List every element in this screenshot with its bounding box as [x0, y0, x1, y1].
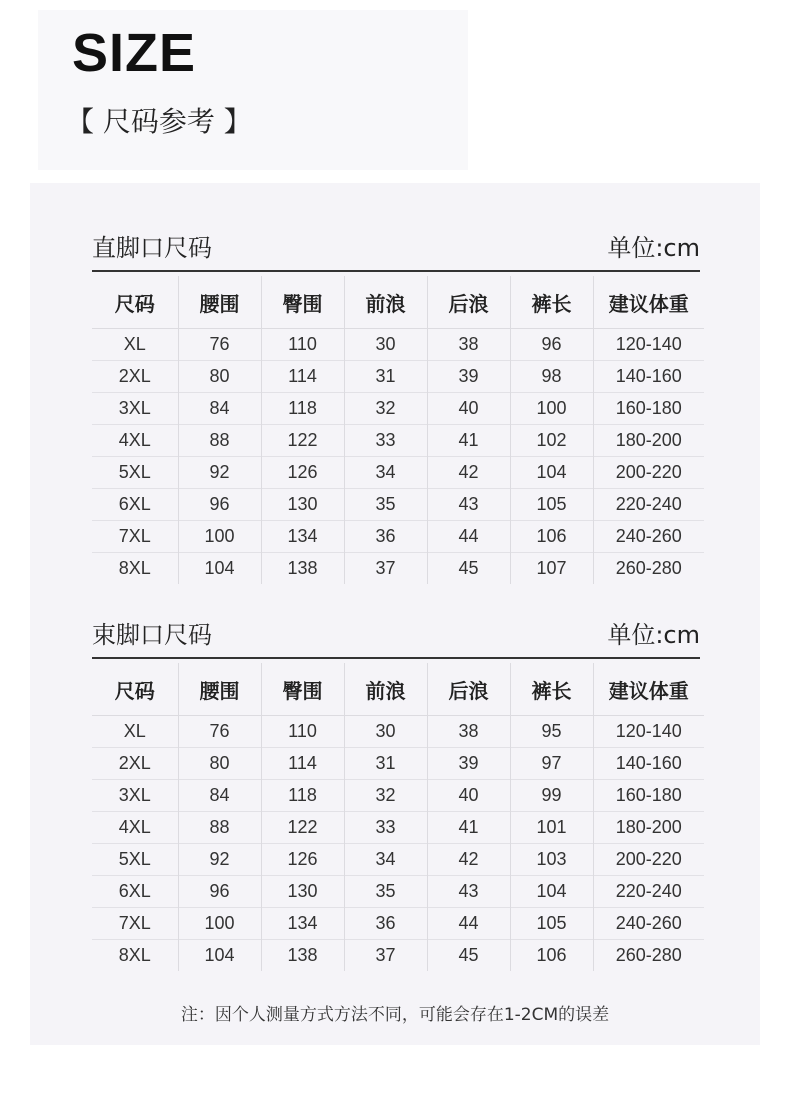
table-cell: 98: [510, 361, 593, 393]
table-cell: 43: [427, 876, 510, 908]
table-cell: 101: [510, 812, 593, 844]
table-cell: 44: [427, 908, 510, 940]
table-cell: 120-140: [593, 329, 704, 361]
table-cell: 33: [344, 812, 427, 844]
size-table: [92, 276, 704, 584]
table-cell: 80: [178, 361, 261, 393]
table-cell: 102: [510, 425, 593, 457]
table-cell: 32: [344, 780, 427, 812]
size-cell: XL: [92, 329, 178, 361]
table-cell: 104: [178, 940, 261, 972]
table-cell: 92: [178, 457, 261, 489]
table-cell: 107: [510, 553, 593, 585]
table-cell: 31: [344, 748, 427, 780]
table-row: [92, 553, 704, 585]
size-cell: 4XL: [92, 425, 178, 457]
column-header: 尺码: [114, 678, 155, 703]
table-cell: 97: [510, 748, 593, 780]
table-cell: 104: [178, 553, 261, 585]
table-cell: 88: [178, 425, 261, 457]
table-cell: 41: [427, 812, 510, 844]
table-cell: 138: [261, 553, 344, 585]
table-row: [92, 748, 704, 780]
table-cell: 126: [261, 457, 344, 489]
table-cell: 100: [178, 908, 261, 940]
table-cell: 84: [178, 393, 261, 425]
column-header: 裤长: [510, 663, 593, 716]
table-cell: 106: [510, 940, 593, 972]
size-cell: 3XL: [92, 393, 178, 425]
size-cell: 6XL: [92, 876, 178, 908]
table-cell: 95: [510, 716, 593, 748]
table-cell: 36: [344, 908, 427, 940]
table-cell: 39: [427, 748, 510, 780]
table-cell: 220-240: [593, 489, 704, 521]
table-cell: 180-200: [593, 812, 704, 844]
table-cell: 42: [427, 457, 510, 489]
table-cell: 37: [344, 553, 427, 585]
table-cell: 122: [261, 812, 344, 844]
table-cell: 38: [427, 716, 510, 748]
column-header: 后浪: [427, 276, 510, 329]
table-cell: 38: [427, 329, 510, 361]
column-header: 裤长: [510, 276, 593, 329]
size-cell: 2XL: [92, 748, 178, 780]
page-title: SIZE: [72, 23, 197, 83]
table-cell: 138: [261, 940, 344, 972]
table-header-row: [92, 663, 704, 716]
table-cell: 110: [261, 329, 344, 361]
table-cell: 104: [510, 876, 593, 908]
table-cell: 105: [510, 489, 593, 521]
section-header: [92, 228, 700, 272]
table-row: [92, 716, 704, 748]
table-row: [92, 780, 704, 812]
table-row: [92, 876, 704, 908]
size-cell: 7XL: [92, 908, 178, 940]
table-cell: 30: [344, 329, 427, 361]
table-cell: 96: [510, 329, 593, 361]
table-cell: 200-220: [593, 457, 704, 489]
size-cell: 3XL: [92, 780, 178, 812]
table-cell: 45: [427, 553, 510, 585]
column-header: 腰围: [178, 663, 261, 716]
section-header: [92, 615, 700, 659]
size-cell: 4XL: [92, 812, 178, 844]
table-row: [92, 844, 704, 876]
table-cell: 200-220: [593, 844, 704, 876]
table-cell: 92: [178, 844, 261, 876]
unit-label: 单位:cm: [607, 234, 700, 262]
table-cell: 40: [427, 780, 510, 812]
column-header: 臀围: [261, 663, 344, 716]
table-cell: 33: [344, 425, 427, 457]
table-cell: 130: [261, 489, 344, 521]
table-cell: 30: [344, 716, 427, 748]
unit-label: 单位:cm: [607, 621, 700, 649]
table-cell: 34: [344, 844, 427, 876]
table-cell: 96: [178, 489, 261, 521]
table-row: [92, 908, 704, 940]
table-row: [92, 457, 704, 489]
column-header: 前浪: [344, 276, 427, 329]
table-cell: 220-240: [593, 876, 704, 908]
table-cell: 260-280: [593, 553, 704, 585]
table-cell: 105: [510, 908, 593, 940]
column-header: 建议体重: [593, 276, 704, 329]
table-cell: 76: [178, 716, 261, 748]
table-row: [92, 940, 704, 972]
table-cell: 104: [510, 457, 593, 489]
table-cell: 126: [261, 844, 344, 876]
column-header: 尺码: [114, 291, 155, 316]
column-header: 臀围: [261, 276, 344, 329]
table-cell: 44: [427, 521, 510, 553]
measurement-note: 注：因个人测量方式方法不同，可能会存在1-2CM的误差: [180, 1005, 610, 1025]
straight-leg-section: [92, 228, 700, 584]
table-cell: 122: [261, 425, 344, 457]
table-cell: 140-160: [593, 361, 704, 393]
table-cell: 100: [510, 393, 593, 425]
table-cell: 34: [344, 457, 427, 489]
size-cell: 7XL: [92, 521, 178, 553]
size-cell: 5XL: [92, 457, 178, 489]
table-cell: 35: [344, 876, 427, 908]
table-cell: 134: [261, 521, 344, 553]
column-header: 后浪: [427, 663, 510, 716]
table-cell: 96: [178, 876, 261, 908]
table-cell: 114: [261, 748, 344, 780]
table-cell: 31: [344, 361, 427, 393]
table-cell: 36: [344, 521, 427, 553]
table-cell: 80: [178, 748, 261, 780]
table-cell: 99: [510, 780, 593, 812]
size-cell: 5XL: [92, 844, 178, 876]
table-cell: 76: [178, 329, 261, 361]
size-cell: 8XL: [92, 940, 178, 972]
table-cell: 32: [344, 393, 427, 425]
table-cell: 40: [427, 393, 510, 425]
size-cell: 8XL: [92, 553, 178, 585]
table-cell: 120-140: [593, 716, 704, 748]
table-cell: 103: [510, 844, 593, 876]
table-cell: 42: [427, 844, 510, 876]
table-cell: 130: [261, 876, 344, 908]
column-header: 腰围: [178, 276, 261, 329]
table-cell: 110: [261, 716, 344, 748]
table-cell: 45: [427, 940, 510, 972]
table-cell: 260-280: [593, 940, 704, 972]
table-cell: 106: [510, 521, 593, 553]
table-cell: 160-180: [593, 393, 704, 425]
table-row: [92, 329, 704, 361]
size-cell: 6XL: [92, 489, 178, 521]
table-cell: 39: [427, 361, 510, 393]
table-row: [92, 393, 704, 425]
table-cell: 180-200: [593, 425, 704, 457]
table-cell: 240-260: [593, 908, 704, 940]
table-row: [92, 489, 704, 521]
table-row: [92, 521, 704, 553]
table-cell: 118: [261, 780, 344, 812]
table-row: [92, 812, 704, 844]
size-table: [92, 663, 704, 971]
page-subtitle: 【 尺码参考 】: [66, 105, 252, 138]
column-header: 前浪: [344, 663, 427, 716]
table-cell: 140-160: [593, 748, 704, 780]
table-cell: 88: [178, 812, 261, 844]
table-cell: 114: [261, 361, 344, 393]
size-cell: 2XL: [92, 361, 178, 393]
cuffed-leg-section: [92, 615, 700, 971]
table-header-row: [92, 276, 704, 329]
table-row: [92, 425, 704, 457]
table-cell: 100: [178, 521, 261, 553]
table-cell: 84: [178, 780, 261, 812]
table-cell: 240-260: [593, 521, 704, 553]
section-title: 直脚口尺码: [92, 234, 212, 262]
section-title: 束脚口尺码: [92, 621, 212, 649]
table-cell: 35: [344, 489, 427, 521]
table-cell: 118: [261, 393, 344, 425]
column-header: 建议体重: [593, 663, 704, 716]
table-cell: 41: [427, 425, 510, 457]
table-row: [92, 361, 704, 393]
table-cell: 134: [261, 908, 344, 940]
table-cell: 43: [427, 489, 510, 521]
size-cell: XL: [92, 716, 178, 748]
table-cell: 37: [344, 940, 427, 972]
table-cell: 160-180: [593, 780, 704, 812]
